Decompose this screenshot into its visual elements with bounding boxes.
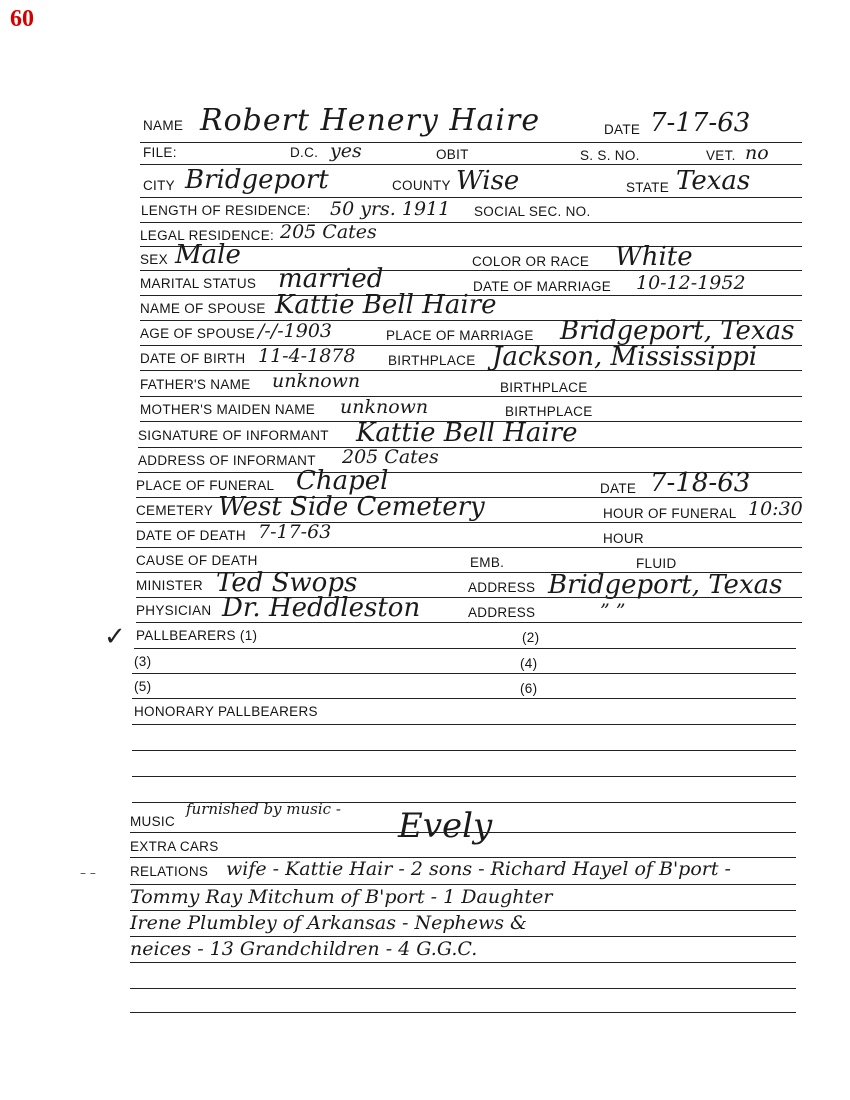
pallbearer-4-label: (4) <box>520 656 538 671</box>
death-date-value: 7-17-63 <box>258 521 332 543</box>
father-label: FATHER'S NAME <box>140 377 251 392</box>
obit-label: OBIT <box>436 147 469 162</box>
physician-addr-label: ADDRESS <box>468 605 536 620</box>
county-value: Wise <box>456 166 520 196</box>
pallbearers-label: PALLBEARERS (1) <box>136 628 258 643</box>
funeral-date-value: 7-18-63 <box>650 468 751 498</box>
informant-addr-value: 205 Cates <box>342 446 439 468</box>
extra-cars-label: EXTRA CARS <box>130 839 219 854</box>
informant-sig-rule <box>138 447 802 448</box>
marriage-place-value: Bridgeport, Texas <box>560 316 795 346</box>
relations-rule-4 <box>130 962 796 963</box>
mother-label: MOTHER'S MAIDEN NAME <box>140 402 316 417</box>
death-hour-label: HOUR <box>603 531 644 546</box>
dc-label: D.C. <box>290 145 319 160</box>
sex-rule <box>140 270 802 271</box>
city-label: CITY <box>143 178 175 193</box>
name-label: NAME <box>143 118 184 133</box>
physician-label: PHYSICIAN <box>136 603 212 618</box>
county-label: COUNTY <box>392 178 451 193</box>
birthplace-value: Jackson, Mississippi <box>492 342 758 372</box>
dob-value: 11-4-1878 <box>258 345 356 367</box>
residence-rule <box>140 222 802 223</box>
minister-addr-value: Bridgeport, Texas <box>548 570 783 600</box>
death-date-rule <box>136 547 802 548</box>
physician-addr-value: ” ” <box>600 600 626 622</box>
state-label: STATE <box>626 180 670 195</box>
physician-value: Dr. Heddleston <box>222 593 421 623</box>
father-rule <box>140 396 802 397</box>
pallbearer-2-label: (2) <box>522 630 540 645</box>
emb-label: EMB. <box>470 555 505 570</box>
name-value: Robert Henery Haire <box>200 103 541 138</box>
relations-rule-2 <box>130 910 796 911</box>
social-sec-label: SOCIAL SEC. NO. <box>474 204 591 219</box>
honorary-label: HONORARY PALLBEARERS <box>134 704 318 719</box>
city-value: Bridgeport <box>185 165 329 195</box>
funeral-date-label: DATE <box>600 481 637 496</box>
spouse-label: NAME OF SPOUSE <box>140 301 266 316</box>
relations-line-3: Irene Plumbley of Arkansas - Nephews & <box>130 912 527 934</box>
relations-line-1: wife - Kattie Hair - 2 sons - Richard Hayel of B'port - <box>226 858 731 880</box>
relations-line-4: neices - 13 Grandchildren - 4 G.G.C. <box>130 938 478 960</box>
birthplace-label: BIRTHPLACE <box>388 353 476 368</box>
name-rule <box>140 142 802 143</box>
relations-label: RELATIONS <box>130 864 209 879</box>
vet-value: no <box>745 142 769 164</box>
file-label: FILE: <box>143 145 177 160</box>
pallbearer-6-label: (6) <box>520 681 538 696</box>
date-value: 7-17-63 <box>650 108 751 138</box>
marriage-date-label: DATE OF MARRIAGE <box>473 279 612 294</box>
cemetery-rule <box>136 522 802 523</box>
dob-rule <box>140 370 802 371</box>
relations-rule-6 <box>130 1012 796 1013</box>
relations-rule-3 <box>130 936 796 937</box>
legal-residence-label: LEGAL RESIDENCE: <box>140 228 275 243</box>
music-label: MUSIC <box>130 814 175 829</box>
date-label: DATE <box>604 122 641 137</box>
residence-length-label: LENGTH OF RESIDENCE: <box>141 203 311 218</box>
fluid-label: FLUID <box>636 556 677 571</box>
pallbearer-rule-2 <box>132 673 796 674</box>
honorary-rule-3 <box>132 776 796 777</box>
pallbearer-rule-1 <box>134 648 796 649</box>
mother-birthplace-label: BIRTHPLACE <box>505 404 593 419</box>
vet-label: VET. <box>706 148 736 163</box>
marital-value: married <box>278 264 384 294</box>
minister-value: Ted Swops <box>216 568 358 598</box>
marriage-date-value: 10-12-1952 <box>636 272 746 294</box>
relations-rule-5 <box>130 988 796 989</box>
sex-label: SEX <box>140 252 168 267</box>
residence-length-value: 50 yrs. 1911 <box>330 198 451 220</box>
ssno-label: S. S. NO. <box>580 148 640 163</box>
minister-label: MINISTER <box>136 578 203 593</box>
cemetery-value: West Side Cemetery <box>218 492 485 522</box>
dc-value: yes <box>330 140 362 162</box>
cemetery-label: CEMETERY <box>136 503 214 518</box>
legal-residence-value: 205 Cates <box>280 221 377 243</box>
physician-rule <box>136 622 802 623</box>
informant-sig-value: Kattie Bell Haire <box>356 418 578 448</box>
funeral-place-value: Chapel <box>296 466 389 496</box>
spouse-age-value: /-/-1903 <box>258 320 332 342</box>
informant-sig-label: SIGNATURE OF INFORMANT <box>138 428 329 443</box>
music-value: Evely <box>398 806 493 846</box>
state-value: Texas <box>676 166 751 196</box>
honorary-rule-1 <box>132 724 796 725</box>
pallbearer-rule-3 <box>132 698 796 699</box>
race-label: COLOR OR RACE <box>472 254 590 269</box>
marital-label: MARITAL STATUS <box>140 276 257 291</box>
music-rule <box>130 832 796 833</box>
margin-dash-icon: – – <box>80 866 96 880</box>
spouse-value: Kattie Bell Haire <box>275 290 497 320</box>
honorary-rule-2 <box>132 750 796 751</box>
dob-label: DATE OF BIRTH <box>140 351 246 366</box>
sex-value: Male <box>175 240 241 270</box>
funeral-hour-label: HOUR OF FUNERAL <box>603 506 737 521</box>
father-value: unknown <box>272 370 361 392</box>
race-value: White <box>615 242 693 272</box>
pallbearer-3-label: (3) <box>134 654 152 669</box>
cause-label: CAUSE OF DEATH <box>136 553 258 568</box>
spouse-age-label: AGE OF SPOUSE <box>140 326 255 341</box>
funeral-hour-value: 10:30 <box>748 498 803 520</box>
relations-line-2: Tommy Ray Mitchum of B'port - 1 Daughter <box>130 886 553 908</box>
mother-value: unknown <box>340 396 429 418</box>
funeral-place-label: PLACE OF FUNERAL <box>136 478 275 493</box>
page-number: 60 <box>10 6 34 32</box>
father-birthplace-label: BIRTHPLACE <box>500 380 588 395</box>
check-mark-icon: ✓ <box>104 622 126 652</box>
relations-rule-1 <box>130 884 796 885</box>
informant-addr-label: ADDRESS OF INFORMANT <box>138 453 316 468</box>
death-date-label: DATE OF DEATH <box>136 528 246 543</box>
pallbearer-5-label: (5) <box>134 679 152 694</box>
minister-addr-label: ADDRESS <box>468 580 536 595</box>
music-note: furnished by music - <box>186 800 341 818</box>
marriage-place-label: PLACE OF MARRIAGE <box>386 328 534 343</box>
city-rule <box>140 197 802 198</box>
